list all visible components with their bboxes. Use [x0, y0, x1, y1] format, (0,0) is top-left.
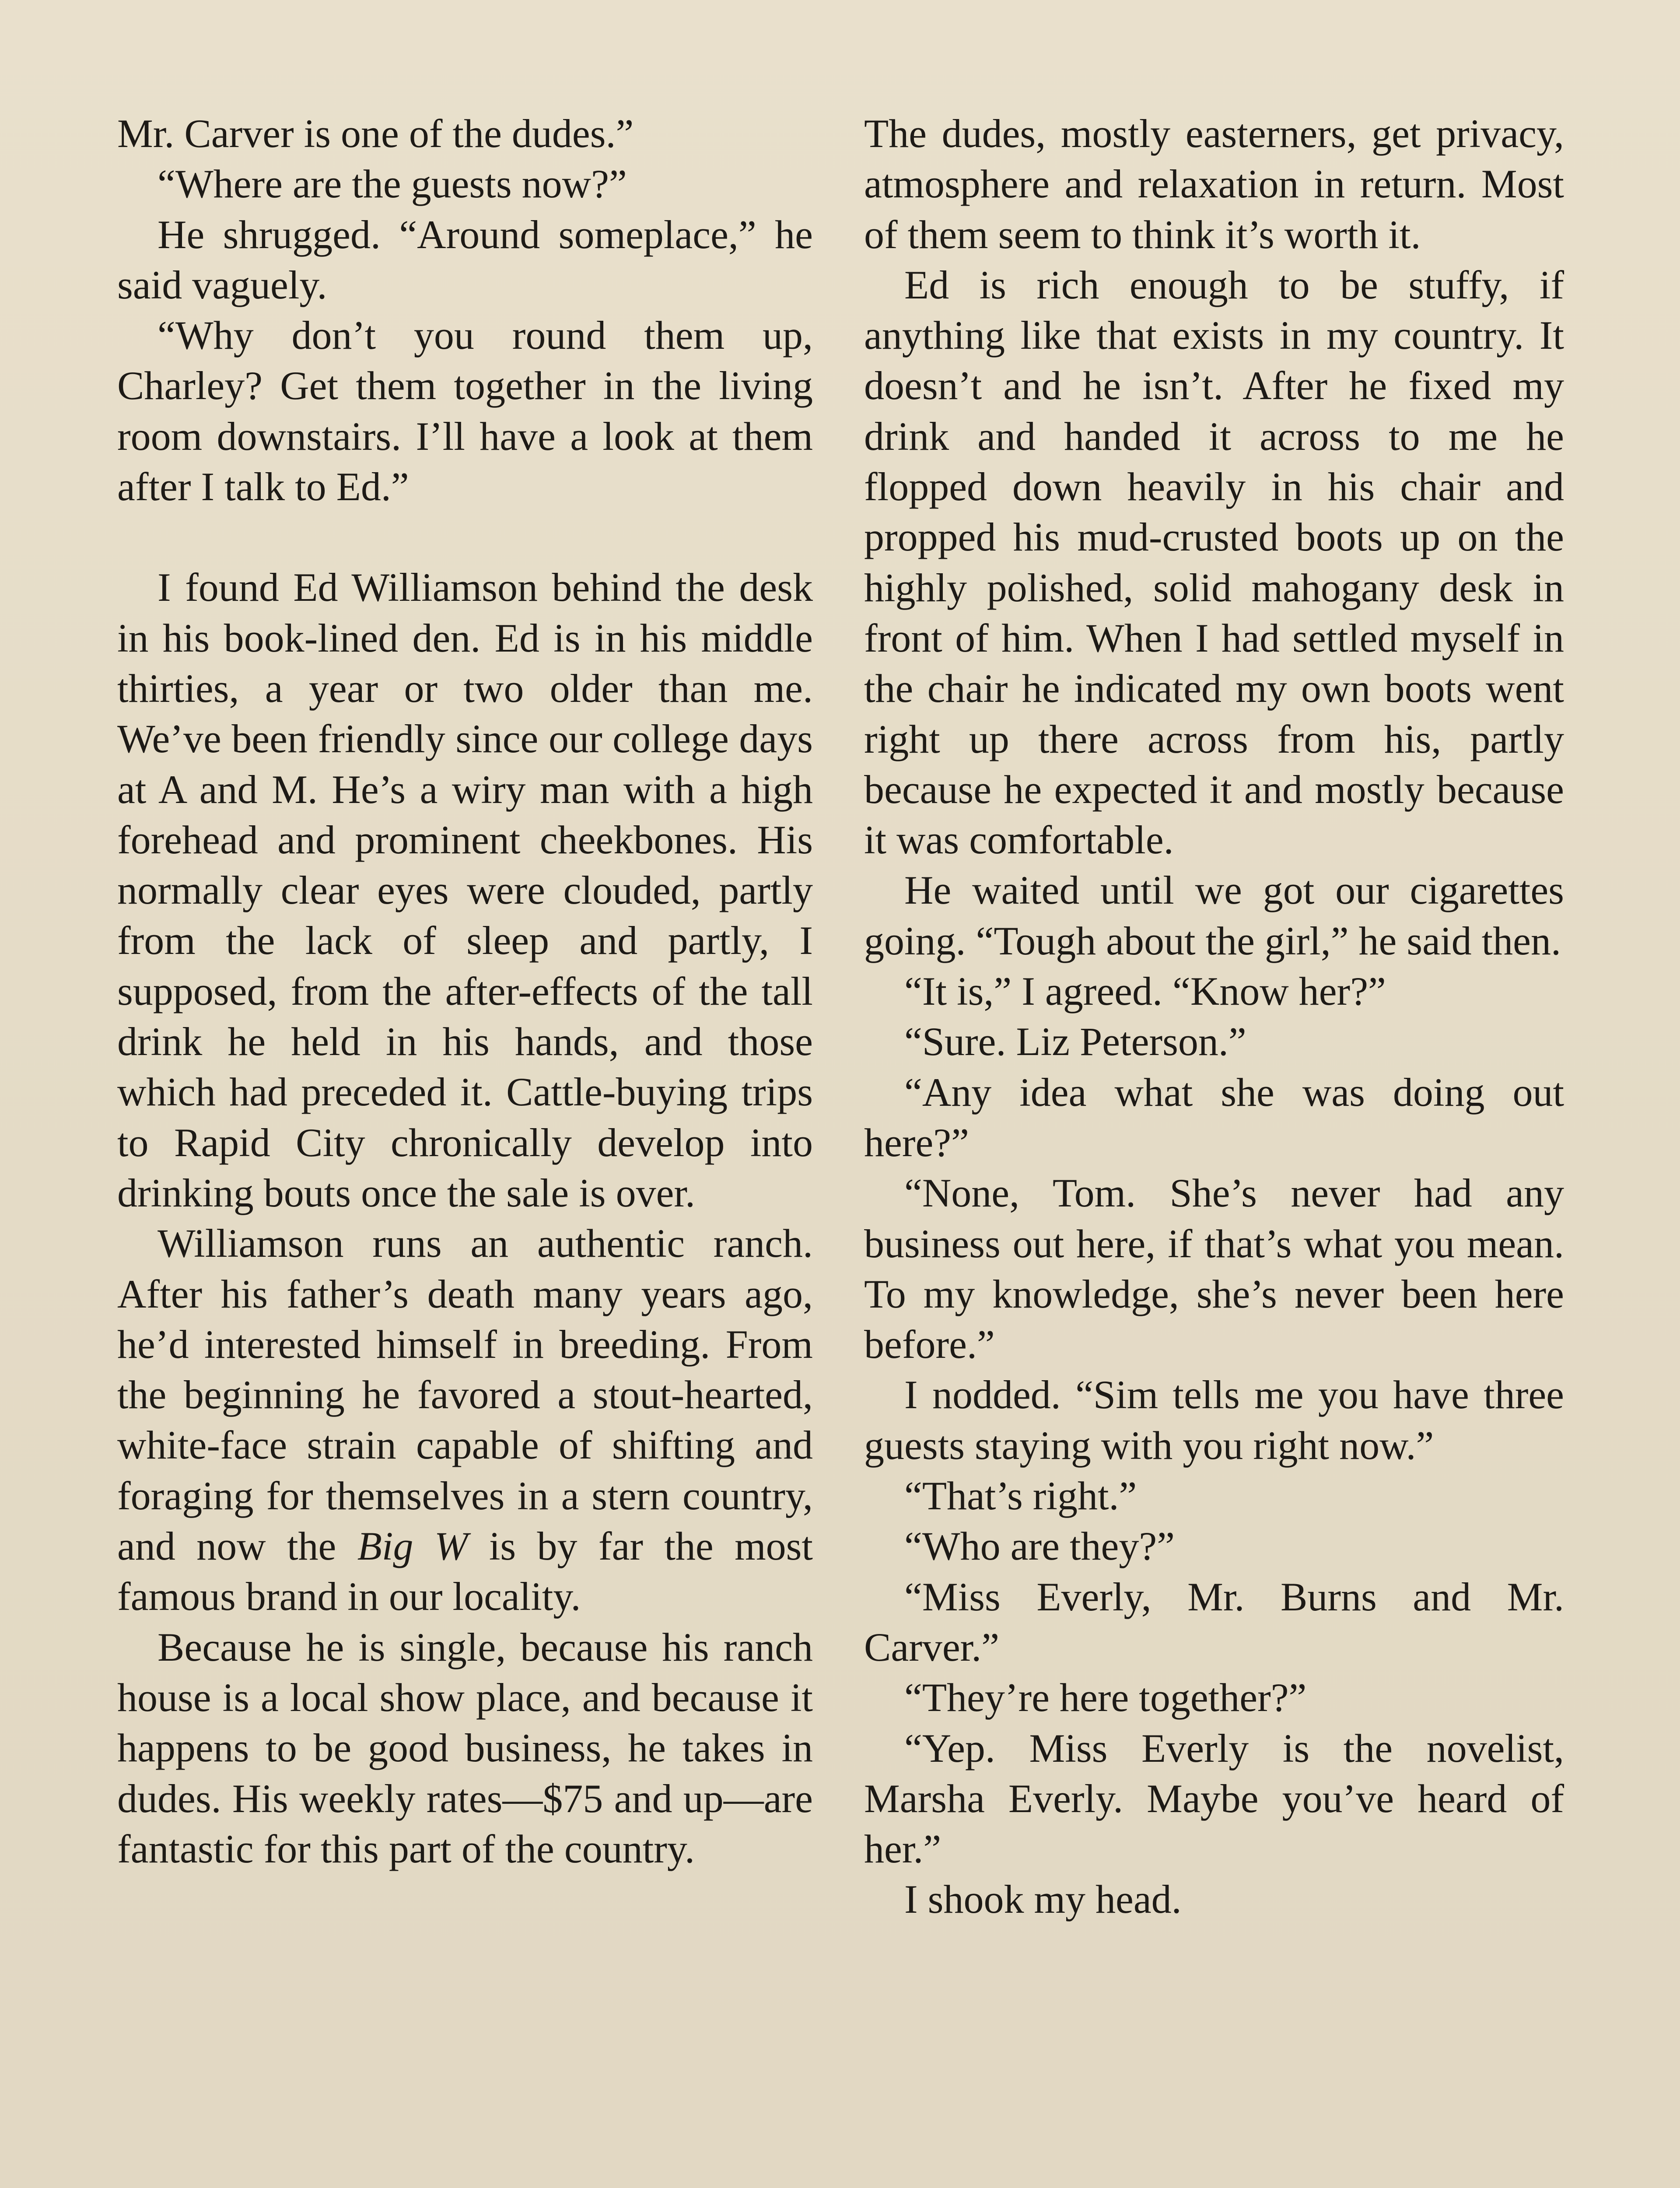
paragraph: Mr. Carver is one of the dudes.” — [117, 111, 634, 156]
paragraph: He shrugged. “Around someplace,” he said vaguely. — [117, 212, 813, 307]
left-text-column — [117, 109, 813, 1874]
paragraph: “That’s right.” — [904, 1473, 1137, 1518]
paragraph: “It is,” I agreed. “Know her?” — [904, 969, 1386, 1014]
paragraph: “Why don’t you round them up, Charley? Get them together in the living room downstairs. I’ll have a look at them after I talk to Ed.” — [117, 313, 813, 509]
paragraph: “Yep. Miss Everly is the novelist, Marsha Everly. Maybe you’ve heard of her.” — [864, 1725, 1564, 1872]
paragraph: I found Ed Williamson behind the desk in his book-lined den. Ed is in his middle thirties, a year or two older than me. We’ve been friendly since our college days at A and M. He’s a wiry man with a high forehead and prominent cheekbones. His normally clear eyes were clouded, partly from the lack of sleep and partly, I supposed, from the after-effects of the tall drink he held in his hands, and those which had preceded it. Cattle-buying trips to Rapid City chronically develop into drinking bouts once the sale is over. — [117, 565, 813, 1215]
paragraph: I nodded. “Sim tells me you have three guests staying with you right now.” — [864, 1372, 1564, 1468]
paragraph: “None, Tom. She’s never had any business out here, if that’s what you mean. To my knowledge, she’s never been here before.” — [864, 1171, 1564, 1367]
ranch-brand-name: Big W — [357, 1524, 468, 1569]
paragraph — [117, 1218, 813, 1622]
paragraph-text: is by far the most famous brand in our locality. — [117, 1524, 813, 1619]
paragraph: I shook my head. — [904, 1877, 1182, 1922]
paragraph-text: Williamson runs an authentic ranch. After his father’s death many years ago, he’d interested himself in breeding. From the beginning he favored a stout-hearted, white-face strain capable of shifting and foraging for themselves in a stern country, and now the — [117, 1221, 813, 1569]
paragraph: The dudes, mostly easterners, get privacy, atmosphere and relaxation in return. Most of them seem to think it’s worth it. — [864, 111, 1564, 257]
paragraph: “Sure. Liz Peterson.” — [904, 1019, 1246, 1064]
paragraph: Ed is rich enough to be stuffy, if anything like that exists in my country. It doesn’t and he isn’t. After he fixed my drink and handed it across to me he flopped down heavily in his chair and propped his mud-crusted boots up on the highly polished, solid mahogany desk in front of him. When I had settled myself in the chair he indicated my own boots went right up there across from his, partly because he expected it and mostly because it was comfortable. — [864, 262, 1564, 863]
paragraph: He waited until we got our cigarettes going. “Tough about the girl,” he said then. — [864, 868, 1564, 963]
paragraph: “Miss Everly, Mr. Burns and Mr. Carver.” — [864, 1574, 1564, 1669]
right-text-column — [864, 109, 1564, 1925]
paragraph: “Who are they?” — [904, 1524, 1175, 1569]
paragraph: “They’re here together?” — [904, 1675, 1307, 1720]
paragraph: “Any idea what she was doing out here?” — [864, 1069, 1564, 1165]
paragraph: “Where are the guests now?” — [158, 161, 627, 207]
paragraph: Because he is single, because his ranch house is a local show place, and because it happens to be good business, he takes in dudes. His weekly rates—$75 and up—are fantastic for this part of the country. — [117, 1624, 813, 1871]
